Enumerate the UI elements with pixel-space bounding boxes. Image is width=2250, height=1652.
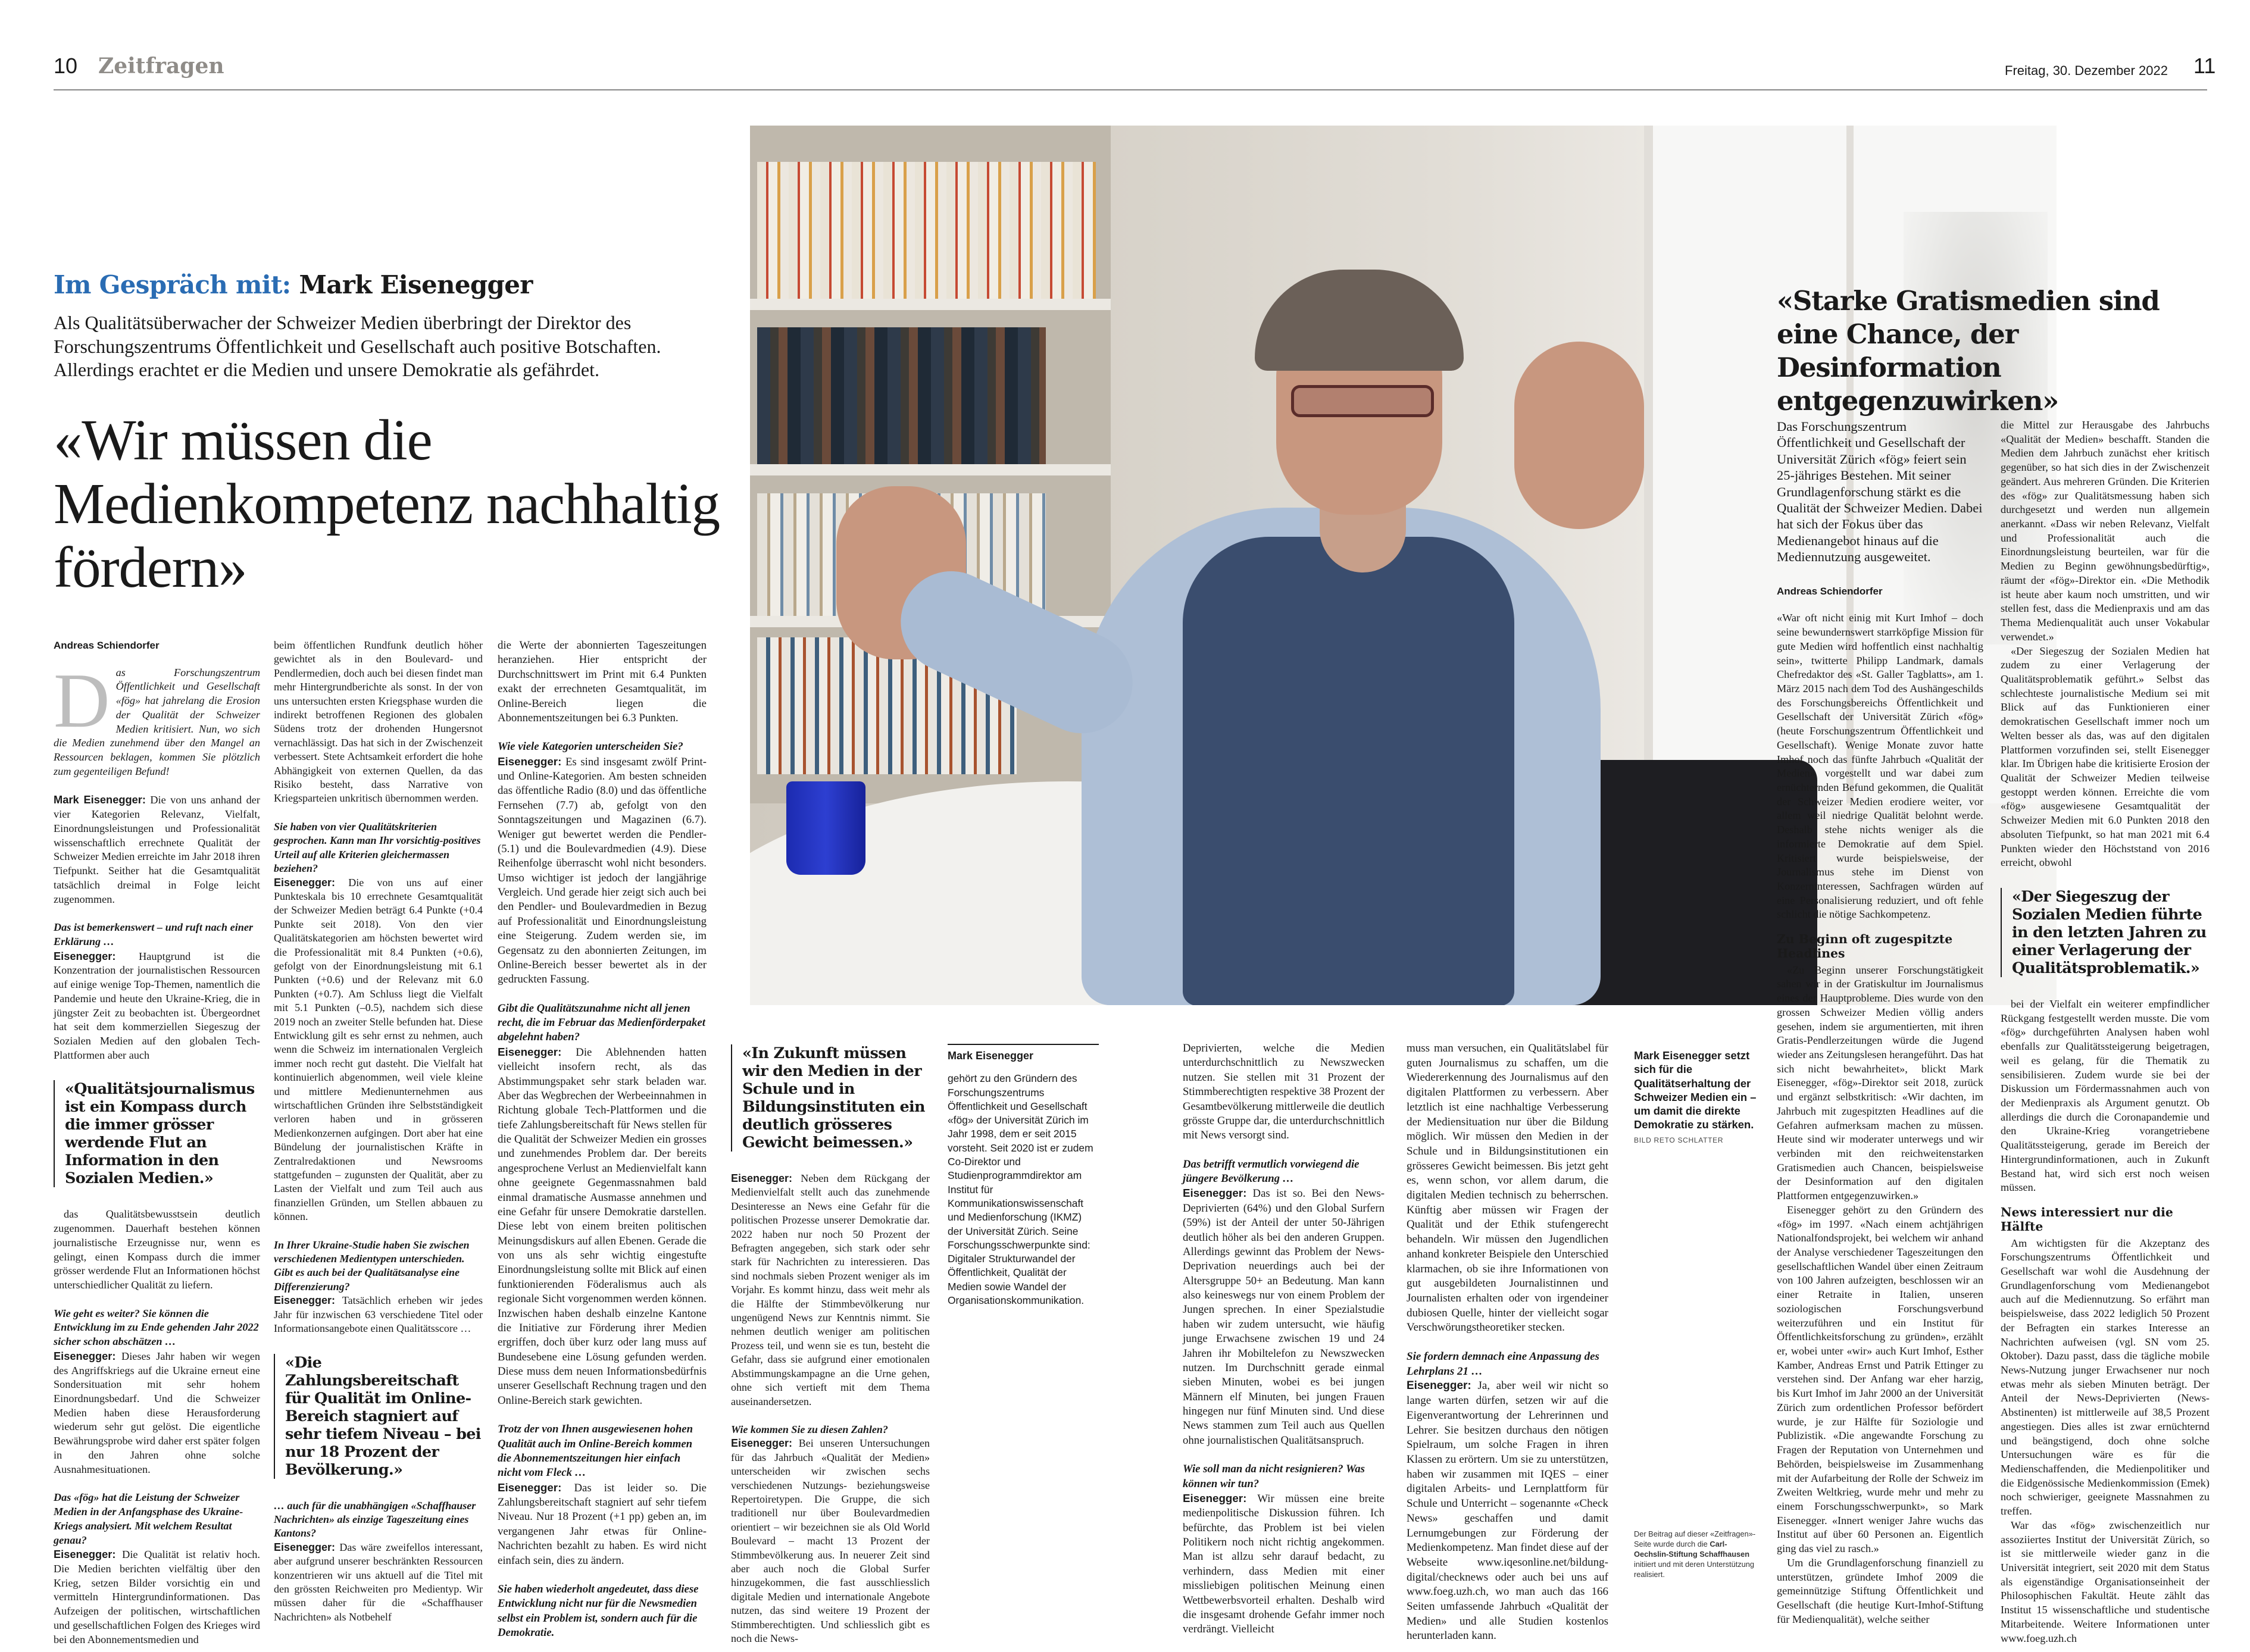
feature-headline: «Starke Gratismedien sind eine Chance, der Desinformation entgegenzuwirken»: [1777, 285, 2160, 417]
body-paragraph: War das «fög» zwischenzeitlich nur assoziiertes Institut der Universität Zürich, so ist sie mittlerweile wieder ganz in die Universität integriert, seit 2020 mit dem Status als eigenständige Organisationseinheit der Philosophischen Fakultät. Heute zählt das Institut 15 wissenschaftliche und studentische Mitarbeitende. Weitere Informationen unter www.foeg.uzh.ch: [2001, 1519, 2210, 1644]
body-paragraph: die Werte der abonnierten Tageszeitungen heranziehen. Hier entspricht der Durchschnittswert im Print mit 6.4 Punkten exakt der errechneten Gesamtqualität, im Online-Bereich liegen die Abonnementszeitungen bei 6.3 Punkten.: [498, 639, 707, 724]
body-paragraph: Am wichtigsten für die Akzeptanz des Forschungszentrums Öffentlichkeit und Gesellschaft war wohl die Ausdehnung der Grundlagenforschung vom Medienangebot auch auf die Mediennutzung. So erfährt man beispielsweise, dass 2022 lediglich 50 Prozent der Befragten ein starkes Interesse an Nachrichten aufweisen (vgl. SN vom 25. Oktober). Dazu passt, dass die tägliche mobile News-Nutzung junger Erwachsener nur noch etwas mehr als sieben Minuten beträgt. Der Anteil der News-Deprivierten (News-Abstinenten) ist mittlerweile auf 38,5 Prozent angestiegen. Dies alles ist zwar ernüchternd und beängstigend, doch ohne solche Untersuchungen wäre es für die Medienschaffenden, die Medienpolitiker und die Eidgenössische Medienkommission (Emek) noch schwieriger, geeignete Massnahmen zu treffen.: [2001, 1237, 2210, 1518]
article-column: [731, 1027, 930, 1645]
question: Das ist bemerkenswert – und ruft nach einer Erklärung …: [54, 921, 254, 947]
question: Gibt die Qualitätszunahme nicht all jenen recht, die im Februar das Medienförderpaket abgelehnt haben?: [498, 1002, 705, 1044]
body-paragraph: bei der Vielfalt ein weiterer empfindlicher Rückgang festgestellt werden musste. Die vom «fög» durchgeführten Analysen haben wohl ebenfalls zur Qualitätssteigerung beigetragen, weil es gelang, für die Thematik zu sensibilisieren. Zudem wurde sie bei der Diskussion um Fördermassnahmen auch von der Medienpraxis als Argument genutzt. Ob allerdings die durch die Coronapandemie und den Ukraine-Krieg vorangetriebene Qualitätssteigerung, gerade im Bereich der Hintergrundinformationen, auch in Zukunft Bestand hat, wird sich erst noch weisen müssen.: [2001, 998, 2210, 1194]
body-paragraph: Um die Grundlagenforschung finanziell zu unterstützen, gründete Imhof 2009 die gemeinnützige Stiftung Öffentlichkeit und Gesellschaft (die heutige Kurt-Imhof-Stiftung für Medienqualität), welche seither: [1777, 1556, 1983, 1625]
answer-paragraph: [498, 1481, 707, 1568]
bio-box: [948, 1044, 1099, 1307]
speaker-label: Eisenegger:: [54, 1349, 116, 1362]
speaker-label: Eisenegger:: [54, 949, 116, 962]
bio-text: gehört zu den Gründern des Forschungszentrums Öffentlichkeit und Gesellschaft «fög» der Universität Zürich im Jahr 1998, dem er seit 2015 vorsteht. Seit 2020 ist er zudem Co-Direktor und Studienprogrammdirektor am Institut für Kommunikationswissenschaft und Medienforschung (IKMZ) der Universität Zürich. Seine Forschungsschwerpunkte sind: Digitaler Strukturwandel der Öffentlichkeit, Qualität der Medien sowie Wandel der Organisationskommunikation.: [948, 1072, 1093, 1307]
answer-text: Wir müssen eine breite medienpolitische Diskussion führen. Ich befürchte, das Problem ist bei vielen Politikern noch nicht richtig angekommen. Man ist allzu sehr darauf bedacht, zu verhindern, dass Medien mit einer missliebigen politischen Meinung einen Wettbewerbsvorteil erhalten. Deshalb wird die insgesamt drohende Gefahr immer noch verdrängt. Vielleicht: [1183, 1492, 1385, 1636]
speaker-label: Eisenegger:: [1183, 1187, 1247, 1200]
article-column: [498, 639, 707, 1640]
hand-right: [1514, 342, 1644, 529]
page-number-right: 11: [2193, 54, 2216, 78]
sponsor-note-text: Der Beitrag auf dieser «Zeitfragen»-Seite wurde durch die: [1634, 1529, 1756, 1548]
body-paragraph: «Zu Beginn unserer Forschungstätigkeit sahen wir in der Gratiskultur im Journalismus eines der Hauptprobleme. Dies wurde von den grossen Schweizer Medien völlig anders gesehen, indem sie argumentierten, mit ihren Gratis-Pendlerzeitungen würde die Jugend wieder ans Zeitungslesen herangeführt. Das hat sich nicht bewahrheitet», blickt Mark Eisenegger, «fög»-Direktor seit 2018, zurück und ergänzt selbstkritisch: «Wir dachten, im Jahrbuch mit zugespitzten Headlines auf die Gefahren aufmerksam machen zu müssen. Heute sind wir moderater unterwegs und wir verbinden mit den reichweitenstarken Gratismedien auch Chancen, beispielsweise der Desinformation auf den digitalen Plattformen entgegenzuwirken.»: [1777, 963, 1983, 1202]
speaker-label: Eisenegger:: [274, 876, 336, 888]
speaker-label: Eisenegger:: [1407, 1379, 1471, 1393]
speaker-label: Eisenegger:: [731, 1437, 793, 1450]
photo-caption-box: [1634, 1049, 1767, 1144]
interview-intro: [54, 657, 260, 779]
speaker-label: Eisenegger:: [274, 1294, 336, 1307]
sponsor-name: Carl-Oechslin-Stiftung Schaffhausen: [1634, 1540, 1750, 1559]
feature-column: [2001, 418, 2210, 1645]
speaker-label: Eisenegger:: [1183, 1491, 1247, 1504]
header-rule: [54, 89, 2207, 90]
pull-quote: «Die Zahlungsbereitschaft für Qualität im Online-Bereich stagniert auf sehr tiefem Niveau – bei nur 18 Prozent der Bevölkerung.»: [274, 1354, 483, 1479]
photo-caption: Mark Eisenegger setzt sich für die Qualitätserhaltung der Schweizer Medien ein – um damit die direkte Demokratie zu stärken.: [1634, 1049, 1757, 1131]
section-title: Zeitfragen: [98, 54, 224, 79]
body-paragraph: «Der Siegeszug der Sozialen Medien hat zudem zu einer Verlagerung der Qualitätsproblematik geführt.» Selbst das schlechteste journalistische Medium sei mit Blick auf das Funktionieren einer demokratischen Gesellschaft immer noch um Welten besser als das, was auf den digitalen Plattformen vorzufinden sei, stellt Eisenegger klar. Im Übrigen habe die kritisierte Erosion der Qualität der Schweizer Medien teilweise gestoppt werden können. Erreichte die vom «fög» ausgewiesene Gesamtqualität der Schweizer Medien mit 6.0 Punkten 2018 den absoluten Tiefpunkt, so hat man 2021 mit 6.4 Punkten wieder den Höchststand von 2016 erreicht, obwohl: [2001, 644, 2210, 869]
question: Sie haben wiederholt angedeutet, dass diese Entwicklung nicht nur für die Newsmedien selbst ein Problem ist, sondern auch für die Demokratie.: [498, 1582, 699, 1639]
interview-headline: «Wir müssen die Medienkompetenz nachhaltig fördern»: [54, 408, 720, 599]
answer-paragraph: [54, 1349, 260, 1476]
page-number-left: 10: [54, 54, 78, 78]
answer-text: Dieses Jahr haben wir wegen des Angriffskriegs auf die Ukraine erneut eine Sondersituation mit sehr hohem Einordnungsbedarf. Und die Schweizer Medien haben diese Herausforderung wiederum sehr gut gelöst. Die eigentliche Bewährungsprobe wird daher erst später folgen in den Jahren ohne solche Ausnahmesituationen.: [54, 1350, 260, 1475]
speaker-label: Eisenegger:: [54, 1548, 116, 1561]
speaker-label: Eisenegger:: [498, 755, 562, 768]
question: Wie geht es weiter? Sie können die Entwicklung im zu Ende gehenden Jahr 2022 sicher schon abschätzen …: [54, 1307, 259, 1348]
feature-column: [1777, 418, 1983, 1626]
subheading: Zu Beginn oft zugespitzte Headlines: [1777, 932, 1953, 960]
answer-text: Das wäre zweifellos interessant, aber aufgrund unserer beschränkten Ressourcen konzentrieren wir uns aktuell auf die Titel mit den grössten Reichweiten pro Medientyp. Wir müssen daher für die «Schaffhauser Nachrichten» als Notbehelf: [274, 1541, 483, 1623]
sponsor-note: [1634, 1529, 1761, 1579]
speaker-label: Eisenegger:: [731, 1172, 793, 1184]
kicker-label: Im Gespräch mit:: [54, 270, 291, 299]
pull-quote: «Der Siegeszug der Sozialen Medien führte in den letzten Jahren zu einer Verlagerung der Qualitätsproblematik.»: [2001, 888, 2210, 977]
article-column: [1407, 1041, 1608, 1644]
answer-text: Hauptgrund ist die Konzentration der journalistischen Ressourcen auf einige wenige Top-Themen, namentlich die Pandemie und heute den Ukraine-Krieg, die in jüngster Zeit zu beobachten ist. Übergeordnet hat seit dem kommerziellen Siegeszug der Sozialen Medien auf den globalen Tech-Plattformen aber auch: [54, 950, 260, 1061]
answer-paragraph: [274, 876, 483, 1224]
subheading: News interessiert nur die Hälfte: [2001, 1205, 2173, 1234]
body-paragraph: das Qualitätsbewusstsein deutlich zugenommen. Dauerhaft bestehen können journalistische Erzeugnisse nur, wenn es gelingt, einen Kompass durch die immer grösser werdende Flut an Informationen höchst unterschiedlicher Qualität zu liefern.: [54, 1208, 260, 1291]
body-paragraph: beim öffentlichen Rundfunk deutlich höher gewichtet als in den Boulevard- und Pendlermedien, doch auch bei diesen findet man mehr Hintergrundberichte als sonst. In der von uns untersuchten ersten Kriegsphase wurden die indirekt betroffenen Regionen des globalen Südens trotz der drohenden Hungersnot vernachlässigt. Das hat sich in der Zwischenzeit verbessert. Stete Achtsamkeit erfordert die hohe Abhängigkeit von externen Quellen, da das Risiko besteht, dass Narrative von Kriegsparteien unkritisch übernommen werden.: [274, 639, 483, 805]
author-byline: Andreas Schiendorfer: [54, 640, 160, 651]
body-paragraph: muss man versuchen, ein Qualitätslabel für guten Journalismus zu schaffen, um die Wiedererkennung des Journalismus auf den digitalen Plattformen zu verbessern. Aber letztlich ist eine nachhaltige Verbesserung der Mediensituation nur über die Bildung möglich. Wir müssen den Medien in der Schule und in Bildungsinstitutionen ein grösseres Gewicht beimessen. Bis jetzt geht es, wenn schon, vor allem darum, die digitalen Medien technisch zu beherrschen. Künftig aber müssen wir Fragen der Qualität und der Ethik stufengerecht behandeln. Wir müssen den Jugendlichen anhand konkreter Beispiele den Unterschied klarmachen, ob sie ihre Informationen von gut ausgebildeten Journalistinnen und Journalisten erhalten oder von irgendeiner dubiosen Quelle, hinter der vielleicht sogar Verschwörungstheoretiker stecken.: [1407, 1042, 1608, 1334]
speaker-label: Mark Eisenegger:: [54, 793, 146, 806]
blue-mug: [786, 781, 865, 875]
question: Wie soll man da nicht resignieren? Was können wir tun?: [1183, 1463, 1365, 1490]
question: Das betrifft vermutlich vorwiegend die jüngere Bevölkerung …: [1183, 1157, 1360, 1185]
body-paragraph: Deprivierten, welche die Medien unterdurchschnittlich zu Newszwecken nutzen. Sie stellen mit 31 Prozent der Stimmberechtigten respektive 38 Prozent der Gesamtbevölkerung mittlerweile die deutlich grösste Gruppe dar, die unterdurchschnittlich mit News versorgt sind.: [1183, 1042, 1385, 1142]
glasses: [1291, 385, 1434, 417]
answer-paragraph: [731, 1437, 930, 1645]
issue-date: Freitag, 30. Dezember 2022: [2005, 63, 2168, 78]
sponsor-note-text: initiiert und mit deren Unterstützung realisiert.: [1634, 1560, 1755, 1579]
book-row: [757, 327, 1046, 464]
answer-paragraph: [1183, 1186, 1385, 1448]
answer-paragraph: [274, 1294, 483, 1335]
body-paragraph: «War oft nicht einig mit Kurt Imhof – doch seine bewundernswert starrköpfige Mission für gute Medien wird hoffentlich einst nachhaltig sein», twitterte Philipp Landmark, damals Chefredaktor des «St. Galler Tagblatts», am 1. März 2015 nach dem Tod des Aushängeschilds des Forschungsbereichs Öffentlichkeit und Gesellschaft der Universität Zürich «fög» (heute Forschungszentrum Öffentlichkeit und Gesellschaft). Wenige Monate zuvor hatte Imhof noch das fünfte Jahrbuch «Qualität der Medien» vorgestellt und war dabei zum ernüchternden Befund gekommen, die Qualität der Schweizer Medien erodiere weiter, vor allem weil niedrige Qualität belohnt werde. Deshalb stehe nichts weniger als die informierte Demokratie auf dem Spiel. Kritisiert wurde beispielsweise, der Journalismus stehe im Dienst von Konzerninteressen, Sachfragen würden auf eine Personalisierung reduziert, und oft fehle schlicht die nötige Sachkompetenz.: [1777, 612, 1983, 921]
question: Trotz der von Ihnen ausgewiesenen hohen Qualität auch im Online-Bereich kommen die Abonnementszeitungen hier einfach nicht vom Fleck …: [498, 1423, 693, 1479]
answer-text: Ja, aber weil wir nicht so lange warten dürfen, setzen wir auf die Eigenverantwortung der Lehrerinnen und Lehrer. Sie besitzen durchaus den nötigen Spielraum, um solche Fragen in ihren Klassen zu erörtern. Um sie zu unterstützen, haben wir zusammen mit IQES – einer digitalen Arbeits- und Lernplattform für Schule und Unterricht – sogenannte «Check News» geschaffen und damit Lernumgebungen zur Förderung der Medienkompetenz. Man findet diese auf der Webseite www.iqesonline.net/bildung-digital/checknews oder auch bei uns auf www.foeg.uzh.ch, wo man auch das 166 Seiten umfassende Jahrbuch «Qualität der Medien» und alle Studien kostenlos herunterladen kann.: [1407, 1379, 1608, 1642]
answer-text: Die Ablehnenden hatten vielleicht insofern recht, als das Abstimmungspaket sehr stark beladen war. Aber das Wegbrechen der Werbeeinnahmen in Richtung globale Tech-Plattformen und die tiefe Zahlungsbereitschaft für News stellen für die Qualität der Schweizer Medien ein grosses und zunehmendes Problem dar. Der bereits angesprochene Verlust an Medienvielfalt kann ohne geeignete Gegenmassnahmen bald einmal dramatische Ausmasse annehmen und eine Gefahr für unsere Demokratie darstellen. Diese lebt von einem breiten politischen Meinungsdiskurs auf allen Ebenen. Gerade die von uns als sehr wichtig eingestufte Einordnungsleistung sollte mit Blick auf einen funktionierenden Föderalismus auch als regionale Sicht vorgenommen werden können. Inzwischen haben deshalb einzelne Kantone die Initiative zur Förderung ihrer Medien ergriffen, doch über kurz oder lang muss auf Bundesebene eine Lösung gefunden werden. Diese muss dem neuen Informationsbedürfnis unserer Gesellschaft Rechnung tragen und den Online-Bereich stark gewichten.: [498, 1046, 707, 1407]
shelf-board: [750, 299, 1111, 310]
article-column: [54, 639, 260, 1647]
answer-paragraph: [274, 1541, 483, 1624]
question: In Ihrer Ukraine-Studie haben Sie zwischen verschiedenen Medientypen unterschieden. Gibt es auch bei der Qualitätsanalyse eine Differenzierung?: [274, 1238, 470, 1293]
kicker-name: Mark Eisenegger: [299, 270, 533, 299]
answer-text: Die von uns auf einer Punkteskala bis 10 errechnete Gesamtqualität der Schweizer Medien beträgt 6.4 Punkte (+0.4 Punkte seit 2018). Von den vier Qualitätskategorien am höchsten bewertet wird die Professionalität mit 8.4 Punkten (+0.6), gefolgt von der Einordnungsleistung mit 6.1 Punkten (+0.6) und der Relevanz mit 6.0 Punkten (+0.7). Am Schluss liegt die Vielfalt mit 5.1 Punkten (–0.5), nachdem sich diese 2019 noch an zweiter Stelle befunden hat. Diese Entwicklung gilt es sehr ernst zu nehmen, auch wenn die Schweiz im internationalen Vergleich immer noch recht gut dasteht. Die Vielfalt hat kontinuierlich abgenommen, weil viele kleine und mittlere Medienunternehmen aus wirtschaftlichen Gründen ihre Selbstständigkeit verloren haben und in grösseren Medienkonzernen aufgingen. Dort aber hat eine Bündelung der journalistischen Kräfte in Zentralredaktionen und Newsrooms stattgefunden – zugunsten der Qualität, aber zu Lasten der Vielfalt und zum Teil auch aus finanziellen Gründen, um Stellen abbauen zu können.: [274, 876, 483, 1223]
speaker-label: Eisenegger:: [274, 1541, 336, 1553]
shelf-board: [750, 464, 1111, 475]
answer-paragraph: [1183, 1491, 1385, 1637]
answer-text: Das ist so. Bei den News-Deprivierten (64%) und den Global Surfern (59%) ist der Anteil der unter 50-Jährigen deutlich höher als bei den anderen Gruppen. Allerdings gewinnt das Problem der News-Deprivation neuerdings auch bei der Altersgruppe 50+ an Bedeutung. Man kann also keineswegs nur von einem Problem der Jungen sprechen. In einer Spezialstudie haben wir zudem untersucht, wie häufig junge Erwachsene zwischen 19 und 24 Jahren ihr Mobiltelefon zu Newszwecken nutzen. Im Durchschnitt gerade einmal sieben Minuten, wobei es bei jungen Männern elf Minuten, bei jungen Frauen hingegen nur fünf Minuten sind. Und diese News stammen zum Teil auch aus Quellen ohne journalistischen Qualitätsanspruch.: [1183, 1187, 1385, 1447]
answer-paragraph: [54, 1547, 260, 1647]
vest: [1183, 537, 1514, 1005]
answer-text: Tatsächlich erheben wir jedes Jahr für inzwischen 63 verschiedene Titel oder Informationsangebote einen Qualitätsscore …: [274, 1294, 483, 1335]
answer-paragraph: [731, 1172, 930, 1409]
feature-author: Andreas Schiendorfer: [1777, 585, 1883, 597]
answer-text: Die von uns anhand der vier Kategorien Relevanz, Vielfalt, Einordnungsleistungen und Professionalität wissenschaftlich errechnete Qualität der Schweizer Medien erreichte im Jahr 2018 ihren Tiefpunkt. Seither hat die Gesamtqualität tatsächlich dreimal in Folge leicht zugenommen.: [54, 794, 260, 905]
body-paragraph: Eisenegger gehört zu den Gründern des «fög» im 1997. «Nach einem achtjährigen Nationalfondsprojekt, bei welchem wir anhand der Analyse verschiedener Tageszeitungen den gesellschaftlichen Wandel über einen Zeitraum von 100 Jahren aufzeigten, beschlossen wir an einer Retraite in Italien, unseren soziologischen Forschungsverbund weiterzuführen und ein Institut für Öffentlichkeitsforschung zu gründen», erzählt er, wobei unter «wir» auch Kurt Imhof, Esther Kamber, Andreas Ernst und Patrik Ettinger zu verstehen sind. Der Anfang war eher harzig, bis Kurt Imhof im Jahr 2000 an der Universität Zürich zum ordentlichen Professor befördert wurde, je zur Hälfte für Soziologie und Publizistik. «Die angewandte Forschung zu Fragen der Reputation von Unternehmen und Behörden, beispielsweise im Zusammenhang mit der Aufarbeitung der Rolle der Schweiz im Zweiten Weltkrieg, wurde mehr und mehr zu einem Forschungsschwerpunkt», so Mark Eisenegger. «Innert weniger Jahre wuchs das Institut auf über 60 Personen an. Eigentlich ging das viel zu rasch.»: [1777, 1203, 1983, 1555]
pull-quote: «Qualitätsjournalismus ist ein Kompass durch die immer grösser werdende Flut an Information in den Sozialen Medien.»: [54, 1080, 260, 1187]
question: Wie kommen Sie zu diesen Zahlen?: [731, 1423, 888, 1435]
question: Sie fordern demnach eine Anpassung des Lehrplans 21 …: [1407, 1350, 1599, 1378]
answer-paragraph: [498, 755, 707, 987]
drop-cap: D: [54, 657, 110, 744]
question: Sie haben von vier Qualitätskriterien gesprochen. Kann man Ihr vorsichtig-positives Urteil auf alle Kriterien gleichermassen beziehen?: [274, 820, 481, 875]
answer-text: Die Qualität ist relativ hoch. Die Medien berichten vielfältig über den Krieg, setzen Bilder vorsichtig ein und vermitteln Hintergrundinformationen. Das Aufzeigen der politischen, wirtschaftlichen und gesellschaftlichen Folgen des Krieges wird bei den Abonnementsmedien und: [54, 1548, 260, 1645]
answer-text: Neben dem Rückgang der Medienvielfalt stellt auch das zunehmende Desinteresse an News eine Gefahr für die politischen Prozesse unserer Demokratie dar. 2022 haben nur noch 50 Prozent der Befragten angegeben, sich stark oder sehr stark für Nachrichten zu interessieren. Das sind nochmals sieben Prozent weniger als im Vorjahr. Es kommt hinzu, dass weit mehr als die Hälfte der Stimmbevölkerung nur ungenügend News zur Kenntnis nimmt. Sie nehmen deutlich weniger am politischen Prozess teil, und wenn sie es tun, besteht die Gefahr, dass sie aufgrund einer emotionalen Abstimmungskampagne an die Urne gehen, ohne sich vertieft mit dem Thema auseinandersetzen.: [731, 1172, 930, 1407]
answer-paragraph: [54, 949, 260, 1063]
article-column: [1183, 1041, 1385, 1637]
answer-paragraph: [54, 793, 260, 906]
book-row: [757, 162, 1096, 299]
body-paragraph: die Mittel zur Herausgabe des Jahrbuchs «Qualität der Medien» beschafft. Standen die Medien dem Jahrbuch zunächst eher kritisch gegenüber, so hat sich dies in der Zwischenzeit geändert. Aus mehreren Gründen. Die Kriterien des «fög» zur Qualitätsmessung haben sich durchgesetzt und werden nun allgemein anerkannt. «Dass wir neben Relevanz, Vielfalt und Professionalität auch die Einordnungsleistung beurteilen, war für die Medien zu Beginn gewöhnungsbedürftig», räumt der «fög»-Direktor ein. «Die Methodik ist heute aber kaum noch umstritten, und wir stellen fest, dass die Medienpraxis und am das Thema Medienqualität auch unser Vokabular verwendet.»: [2001, 419, 2210, 643]
interview-kicker: [54, 270, 533, 299]
question: Wie viele Kategorien unterscheiden Sie?: [498, 740, 683, 753]
intro-text: as Forschungszentrum Öffentlichkeit und Gesellschaft «fög» hat jahrelang die Erosion der Qualität der Schweizer Medien kritisiert. Nun, wo sich die Medien zunehmend über den Mangel an Ressourcen beklagen, kommen Sie plötzlich zum gegenteiligen Befund!: [54, 666, 260, 777]
pull-quote: «In Zukunft müssen wir den Medien in der Schule und in Bildungsinstituten ein deutlich grösseres Gewicht beimessen.»: [731, 1044, 930, 1152]
answer-text: Es sind insgesamt zwölf Print- und Online-Kategorien. Am besten schneiden das öffentliche Radio (8.0) und das öffentliche Fernsehen (7.7) ab, gefolgt von den Sonntagszeitungen und Magazinen (6.7). Weniger gut bewertet werden die Pendler- (5.1) und die Boulevardmedien (4.9). Diese Reihenfolge überrascht wohl nicht besonders. Umso wichtiger ist jedoch der langjährige Vergleich. Und gerade hier zeigt sich auch bei den Pendler- und Boulevardmedien in Bezug auf Professionalität und Einordnungsleistung eine Steigerung. Zudem werden sie, im Gegensatz zu den abonnierten Zeitungen, im Online-Bereich besser bewertet als in der gedruckten Fassung.: [498, 755, 707, 986]
feature-lead: Das Forschungszentrum Öffentlichkeit und Gesellschaft der Universität Zürich «fög» feiert sein 25-jähriges Bestehen. Mit seiner Grundlagenforschung stärkt es die Qualität der Schweizer Medien. Dabei hat sich der Fokus über das Medienangebot hinaus auf die Mediennutzung ausgeweitet.: [1777, 419, 1983, 565]
question: … auch für die unabhängigen «Schaffhauser Nachrichten» als einzige Tageszeitung eines Kantons?: [274, 1499, 476, 1540]
answer-paragraph: [498, 1045, 707, 1408]
answer-paragraph: [1407, 1379, 1608, 1644]
speaker-label: Eisenegger:: [498, 1481, 562, 1494]
bio-title: Mark Eisenegger: [948, 1044, 1099, 1063]
speaker-label: Eisenegger:: [498, 1045, 562, 1058]
answer-text: Bei unseren Untersuchungen für das Jahrbuch «Qualität der Medien» unterscheiden wir zwischen sechs verschiedenen Nutzungs- beziehungsweise Repertoiretypen. Die Gruppe, die sich traditionell nur über Boulevardmedien orientiert – wir bezeichnen sie als Old World Boulevard – macht 13 Prozent der Stimmbevölkerung aus. In neuerer Zeit sind aber auch noch die Global Surfer hinzugekommen, die fast ausschliesslich digitale Medien und internationale Angebote nutzen, das sind weitere 19 Prozent der Stimmberechtigten. Und schliesslich gibt es noch die News-: [731, 1437, 930, 1644]
question: Das «fög» hat die Leistung der Schweizer Medien in der Anfangsphase des Ukraine-Kriegs analysiert. Mit welchem Resultat genau?: [54, 1491, 243, 1546]
photo-credit: BILD RETO SCHLATTER: [1634, 1135, 1724, 1144]
interview-lead: Als Qualitätsüberwacher der Schweizer Medien überbringt der Direktor des Forschungszentrums Öffentlichkeit und Gesellschaft auch positive Botschaften. Allerdings erachtet er die Medien und unsere Demokratie als gefährdet.: [54, 312, 661, 380]
article-column: [274, 639, 483, 1624]
answer-text: Das ist leider so. Die Zahlungsbereitschaft stagniert auf sehr tiefem Niveau. Nur 18 Prozent (+1 pp) geben an, im vergangenen Jahr etwas für Online-Nachrichten bezahlt zu haben. Es wird nicht einfach sein, dies zu ändern.: [498, 1481, 707, 1567]
